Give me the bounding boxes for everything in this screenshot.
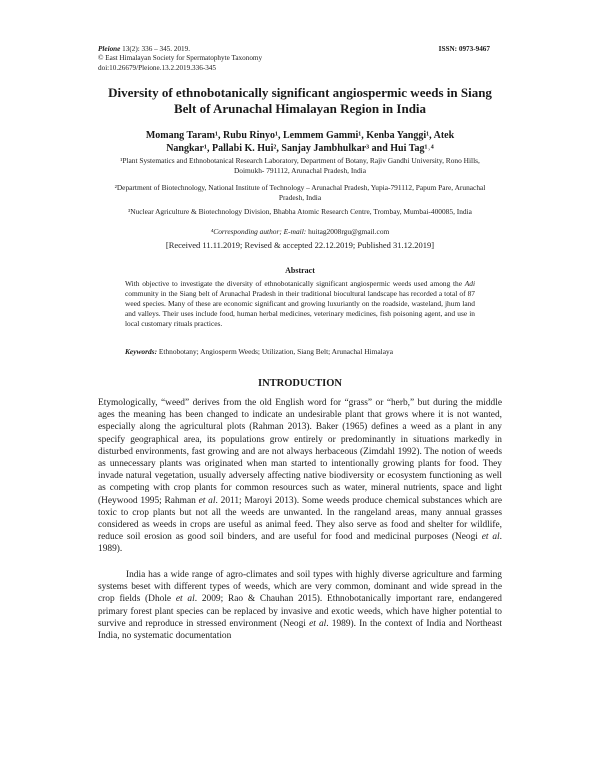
section-heading-introduction: INTRODUCTION — [257, 378, 342, 389]
affiliation-2: ²Department of Biotechnology, National Institute of Technology – Arunachal Pradesh, Yupia-791112, Papum Pare, Arunachal Pradesh, India — [114, 183, 486, 202]
issn: ISSN: 0973-9467 — [438, 45, 490, 53]
paper-title: Diversity of ethnobotanically significant angiospermic weeds in Siang Belt of Arunachal Himalayan Region in India — [108, 85, 492, 116]
author-line-1: Momang Taram¹, Rubu Rinyo¹, Lemmem Gammi¹, Kenba Yanggi¹, Atek — [145, 130, 455, 141]
affiliation-3: ³Nuclear Agriculture & Biotechnology Division, Bhabha Atomic Research Centre, Trombay, Mumbai-400085, India — [128, 207, 472, 216]
author-list — [108, 129, 492, 155]
intro-paragraph-1: Etymologically, “weed” derives from the old English word for “grass” or “herb,” but during the middle ages the meaning has been changed to indicate an undesirable plant that grows where it is not wanted, especially along the agricultural plots (Rahman 2013). Baker (1965) defines a weed as a plant in any specify geographical area, its populations grow entirely or predominantly in situations markedly in disturbed environments, fast growing and are not always herbaceous (Zimdahl 1992). The notion of weeds as unnecessary plants was originated when man started to intentionally growing plants for food. They invade natural vegetation, usually adversely affecting native biodiversity or ecosystem functioning as well as competing with crop plants for common resources such as water, mineral nutrients, space and light (Heywood 1995; Rahman et al. 2011; Maroyi 2013). Some weeds produce chemical substances which are toxic to crop plants but not all the weeds are unwanted. In the rangeland areas, many annual grasses considered as weeds in crops are useful as animal feed. They also serve as food and shelter for wildlife, reduce soil erosion as good soil binders, and are useful for food and medicinal purposes (Neogi et al. 1989). — [98, 398, 503, 555]
intro-paragraph-2: India has a wide range of agro-climates and soil types with highly diverse agriculture and farming systems beset with different types of weeds, which are very common, dominant and wide spread in the crop fields (Dhole et al. 2009; Rao & Chauhan 2015). Ethnobotanically important rare, endangered primary forest plant species can be replaced by invasive and exotic weeds, which have higher potential to survive and reproduce in stressed environment (Neogi et al. 1989). In the context of India and Northeast India, no systematic documentation — [98, 570, 502, 642]
journal-header — [98, 45, 262, 73]
corresponding-author: ⁴Corresponding author; E-mail: huitag2008rgu@gmail.com — [210, 227, 390, 236]
author-line-2: Nangkar¹, Pallabi K. Hui², Sanjay Jambhulkar³ and Hui Tag¹˒⁴ — [166, 143, 434, 154]
keywords: Keywords: Ethnobotany; Angiosperm Weeds; Utilization, Siang Belt; Arunachal Himalaya — [125, 347, 393, 356]
abstract-heading: Abstract — [285, 266, 315, 275]
journal-copyright: © East Himalayan Society for Spermatophyte Taxonomy — [98, 54, 263, 63]
journal-citation: Pleione 13(2): 336 – 345. 2019. — [98, 45, 191, 53]
journal-doi: doi:10.26679/Pleione.13.2.2019.336-345 — [98, 63, 216, 72]
received-dates: [Received 11.11.2019; Revised & accepted 22.12.2019; Published 31.12.2019] — [165, 240, 435, 250]
affiliation-1: ¹Plant Systematics and Ethnobotanical Research Laboratory, Department of Botany, Rajiv Gandhi University, Rono Hills, Doimukh- 791112, Arunachal Pradesh, India — [120, 156, 480, 175]
abstract-body: With objective to investigate the diversity of ethnobotanically significant angiospermic weeds used among the Adi community in the Siang belt of Arunachal Pradesh in their traditional biocultural landscape has recorded a total of 87 weed species. Many of these are economic significant and growing luxuriantly on the roadside, wasteland, jhum land and valleys. Their uses include food, human herbal medicines, veterinary medicines, fish poisoning agent, and use in local customary rituals practices. — [125, 279, 475, 328]
